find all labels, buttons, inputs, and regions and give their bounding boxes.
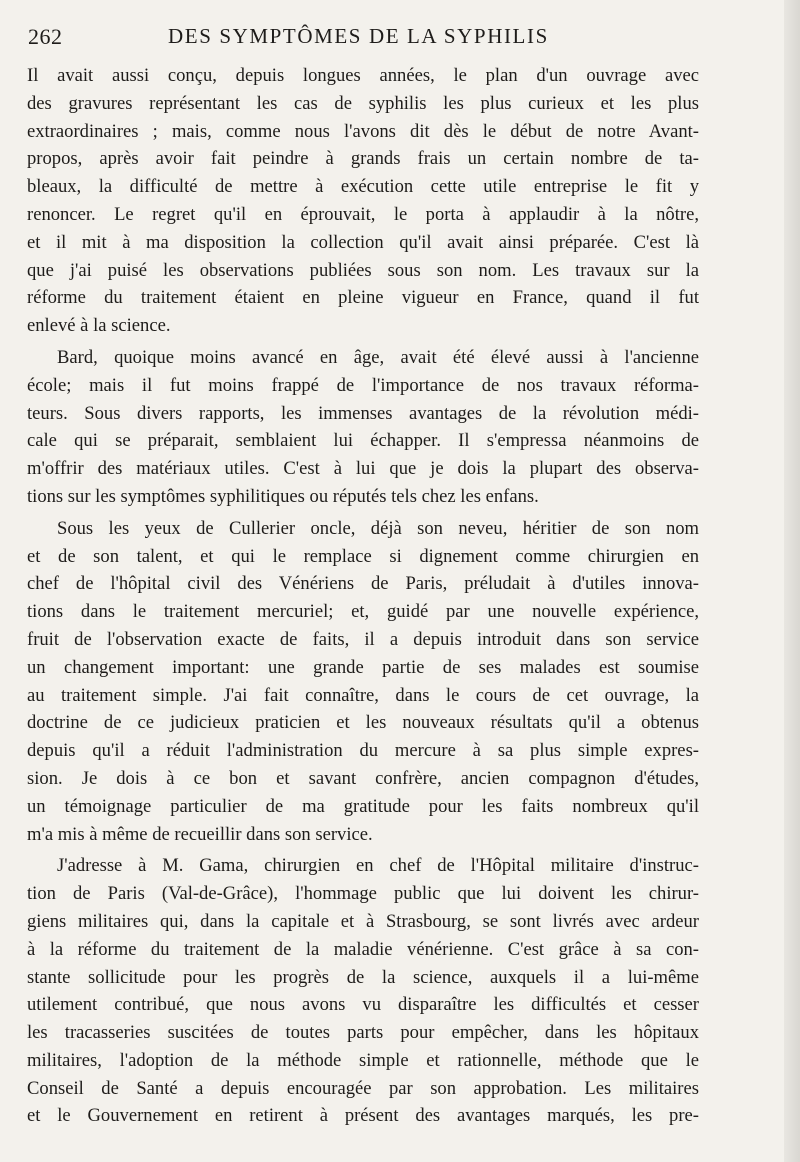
text-line: les tracasseries suscitées de toutes parts pour empêcher, dans les hôpitaux <box>27 1022 699 1044</box>
text-line: un témoignage particulier de ma gratitude pour les faits nombreux qu'il <box>27 795 699 817</box>
text-line: extraordinaires ; mais, comme nous l'avons dit dès le début de notre Avant- <box>27 120 699 142</box>
text-line: sion. Je dois à ce bon et savant confrère, ancien compagnon d'études, <box>27 767 699 789</box>
text-line: utilement contribué, que nous avons vu disparaître les difficultés et cesser <box>27 994 699 1016</box>
text-line: teurs. Sous divers rapports, les immenses avantages de la révolution médi- <box>27 402 699 424</box>
text-line: militaires, l'adoption de la méthode simple et rationnelle, méthode que le <box>27 1049 699 1071</box>
text-line: bleaux, la difficulté de mettre à exécution cette utile entreprise le fit y <box>27 176 699 198</box>
text-line: tions dans le traitement mercuriel; et, guidé par une nouvelle expérience, <box>27 601 699 623</box>
text-line: chef de l'hôpital civil des Vénériens de Paris, préludait à d'utiles innova- <box>27 573 699 595</box>
running-title: DES SYMPTÔMES DE LA SYPHILIS <box>168 24 549 48</box>
paragraph-3 <box>27 515 699 849</box>
text-line: et le Gouvernement en retirent à présent des avantages marqués, les pre- <box>27 1105 699 1127</box>
paragraph-1 <box>27 62 699 340</box>
text-line: au traitement simple. J'ai fait connaître, dans le cours de cet ouvrage, la <box>27 684 699 706</box>
text-line: à la réforme du traitement de la maladie vénérienne. C'est grâce à sa con- <box>27 938 699 960</box>
paragraph-4 <box>27 852 699 1130</box>
text-line: cale qui se préparait, semblaient lui échapper. Il s'empressa néanmoins de <box>27 430 699 452</box>
text-line: J'adresse à M. Gama, chirurgien en chef de l'Hôpital militaire d'instruc- <box>57 855 699 877</box>
text-line: m'offrir des matériaux utiles. C'est à lui que je dois la plupart des observa- <box>27 458 699 480</box>
text-line: et il mit à ma disposition la collection qu'il avait ainsi préparée. C'est là <box>27 231 699 253</box>
page-edge-shadow <box>784 0 800 1162</box>
text-line: Conseil de Santé a depuis encouragée par son approbation. Les militaires <box>27 1077 699 1099</box>
text-line: Sous les yeux de Cullerier oncle, déjà son neveu, héritier de son nom <box>57 517 699 539</box>
text-line: école; mais il fut moins frappé de l'importance de nos travaux réforma- <box>27 374 699 396</box>
text-line: tions sur les symptômes syphilitiques ou réputés tels chez les enfans. <box>27 485 539 507</box>
text-line: tion de Paris (Val-de-Grâce), l'hommage public que lui doivent les chirur- <box>27 883 699 905</box>
text-line: réforme du traitement étaient en pleine vigueur en France, quand il fut <box>27 287 699 309</box>
text-line: propos, après avoir fait peindre à grands frais un certain nombre de ta- <box>27 148 699 170</box>
text-line: renoncer. Le regret qu'il en éprouvait, le porta à applaudir à la nôtre, <box>27 203 699 225</box>
body-text <box>27 62 699 1130</box>
text-line: depuis qu'il a réduit l'administration du mercure à sa plus simple expres- <box>27 740 699 762</box>
text-line: des gravures représentant les cas de syphilis les plus curieux et les plus <box>27 92 699 114</box>
text-line: enlevé à la science. <box>27 315 171 337</box>
text-line: fruit de l'observation exacte de faits, il a depuis introduit dans son service <box>27 628 699 650</box>
page-header <box>28 18 708 58</box>
paragraph-2 <box>27 344 699 511</box>
text-line: et de son talent, et qui le remplace si dignement comme chirurgien en <box>27 545 699 567</box>
text-line: Il avait aussi conçu, depuis longues années, le plan d'un ouvrage avec <box>27 65 699 86</box>
text-line: m'a mis à même de recueillir dans son service. <box>27 823 373 845</box>
text-line: un changement important: une grande partie de ses malades est soumise <box>27 656 699 678</box>
text-line: giens militaires qui, dans la capitale et à Strasbourg, se sont livrés avec ardeur <box>27 910 699 932</box>
text-line: que j'ai puisé les observations publiées sous son nom. Les travaux sur la <box>27 259 699 281</box>
text-line: Bard, quoique moins avancé en âge, avait été élevé aussi à l'ancienne <box>57 346 699 368</box>
page-number: 262 <box>28 24 63 49</box>
text-line: doctrine de ce judicieux praticien et les nouveaux résultats qu'il a obtenus <box>27 712 699 734</box>
text-line: stante sollicitude pour les progrès de la science, auxquels il a lui-même <box>27 966 699 988</box>
